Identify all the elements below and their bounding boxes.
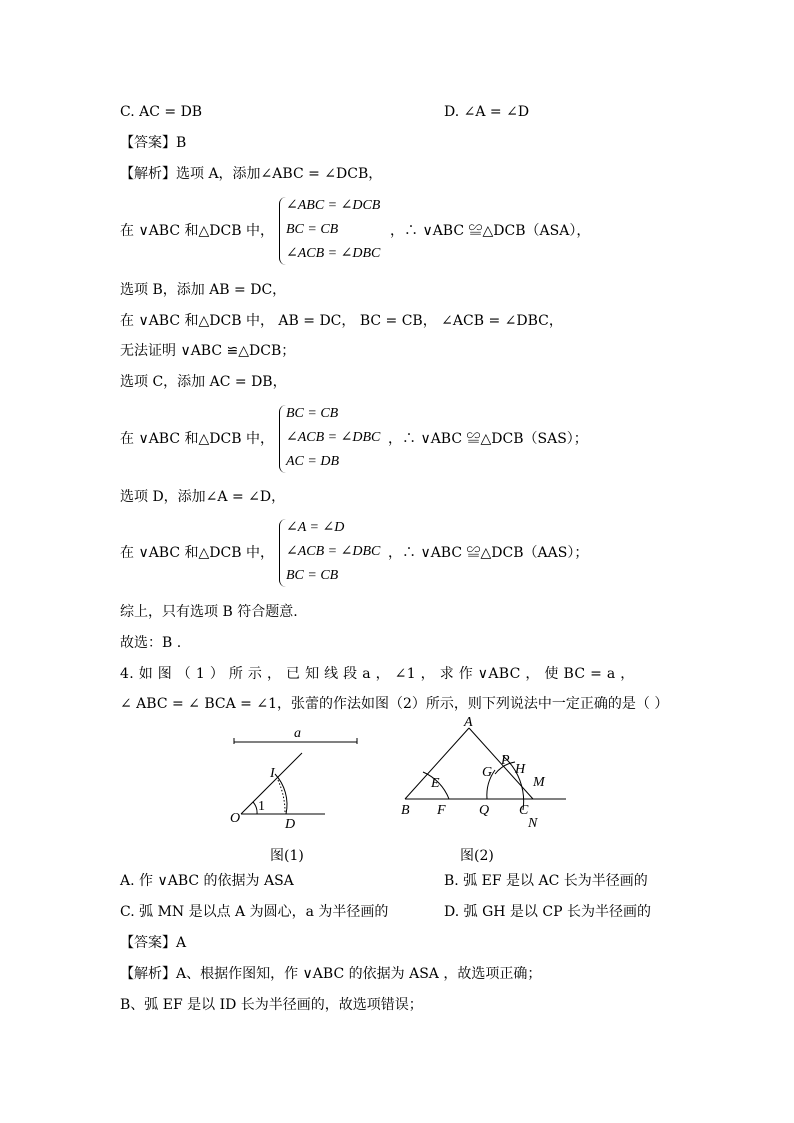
sys-d-line-3: BC = CB (286, 568, 339, 583)
c-conclusion: ，∴ ∨ABC ≌△DCB（SAS）； (388, 431, 588, 447)
q3-choose: 故选：B . (120, 635, 182, 651)
sys-c-line-1: BC = CB (286, 406, 339, 421)
q4-answer: 【答案】A (120, 935, 187, 951)
a-intro-text: 选项 A，添加∠ABC = ∠DCB， (176, 166, 383, 182)
label-n: N (528, 816, 538, 831)
q4-stem-line1: 4. 如 图 （ 1 ） 所 示 ， 已 知 线 段 a ， ∠1 ， 求 作 ∨ABC ， 使 BC = a ， (120, 666, 635, 682)
label-q: Q (479, 803, 490, 818)
q3-option-d-intro: 选项 D，添加∠A = ∠D， (120, 489, 286, 505)
angle-arc (253, 802, 257, 814)
fig1-caption: 图(1) (270, 848, 304, 864)
label-g: G (482, 765, 493, 780)
label-f: F (437, 803, 446, 818)
label-e: E (431, 776, 440, 791)
ray-oi (241, 753, 302, 814)
a-conclusion: ，∴ ∨ABC ≌△DCB（ASA）， (390, 223, 591, 239)
q3-option-b-intro: 选项 B，添加 AB = DC， (120, 282, 287, 298)
label-i: I (270, 766, 275, 781)
sys-a-line-3: ∠ACB = ∠DBC (286, 246, 381, 261)
figure-2 (395, 716, 575, 836)
q4-analysis-2: B、弧 EF 是以 ID 长为半径画的，故选项错误； (120, 997, 423, 1013)
a-system-prefix: 在 ∨ABC 和△DCB 中， (120, 223, 274, 239)
label-c: C (519, 803, 529, 818)
sys-d-line-1: ∠A = ∠D (286, 520, 345, 535)
label-h: H (515, 762, 526, 777)
option-d-top: D. ∠A = ∠D (444, 104, 530, 120)
sys-a-line-1: ∠ABC = ∠DCB (286, 198, 381, 213)
q3-option-a-intro (120, 164, 382, 184)
label-a-vertex: A (464, 716, 473, 730)
q3-option-c-intro: 选项 C，添加 AC = DB， (120, 374, 287, 390)
analysis-label: 【解析】 (120, 166, 176, 182)
d-conclusion: ，∴ ∨ABC ≌△DCB（AAS）； (388, 545, 589, 561)
fig2-caption: 图(2) (460, 848, 494, 864)
figure-1 (225, 724, 365, 834)
dotted-chord (278, 780, 285, 812)
q4-option-b: B. 弧 EF 是以 AC 长为半径画的 (444, 873, 648, 889)
sys-d-line-2: ∠ACB = ∠DBC (286, 544, 381, 559)
d-system-prefix: 在 ∨ABC 和△DCB 中， (120, 545, 274, 561)
q4-analysis-1: 【解析】A、根据作图知，作 ∨ABC 的依据为 ASA ，故选项正确； (120, 966, 542, 982)
q3-option-b-line3: 无法证明 ∨ABC ≌△DCB； (120, 343, 296, 359)
sys-a-line-2: BC = CB (286, 222, 339, 237)
q4-stem-line2: ∠ ABC = ∠ BCA = ∠1，张蕾的作法如图（2）所示，则下列说法中一定正确的是（ ） (120, 696, 669, 712)
label-d: D (285, 817, 296, 832)
q4-option-c: C. 弧 MN 是以点 A 为圆心，a 为半径画的 (120, 904, 389, 920)
q4-option-d: D. 弧 GH 是以 CP 长为半径画的 (444, 904, 651, 920)
q4-option-a: A. 作 ∨ABC 的依据为 ASA (120, 873, 294, 889)
q3-option-b-line2: 在 ∨ABC 和△DCB 中， AB = DC， BC = CB， ∠ACB = ∠DBC， (120, 313, 563, 329)
sys-c-line-3: AC = DB (286, 454, 339, 469)
label-b: B (401, 803, 410, 818)
label-m: M (533, 775, 545, 790)
label-o: O (230, 811, 241, 826)
option-c-top: C. AC = DB (120, 104, 203, 120)
label-p: P (501, 753, 510, 768)
q3-answer: 【答案】B (120, 135, 187, 151)
q3-summary: 综上，只有选项 B 符合题意. (120, 604, 298, 620)
label-1: 1 (258, 799, 265, 814)
sys-c-line-2: ∠ACB = ∠DBC (286, 430, 381, 445)
label-a: a (294, 726, 301, 741)
c-system-prefix: 在 ∨ABC 和△DCB 中， (120, 431, 274, 447)
